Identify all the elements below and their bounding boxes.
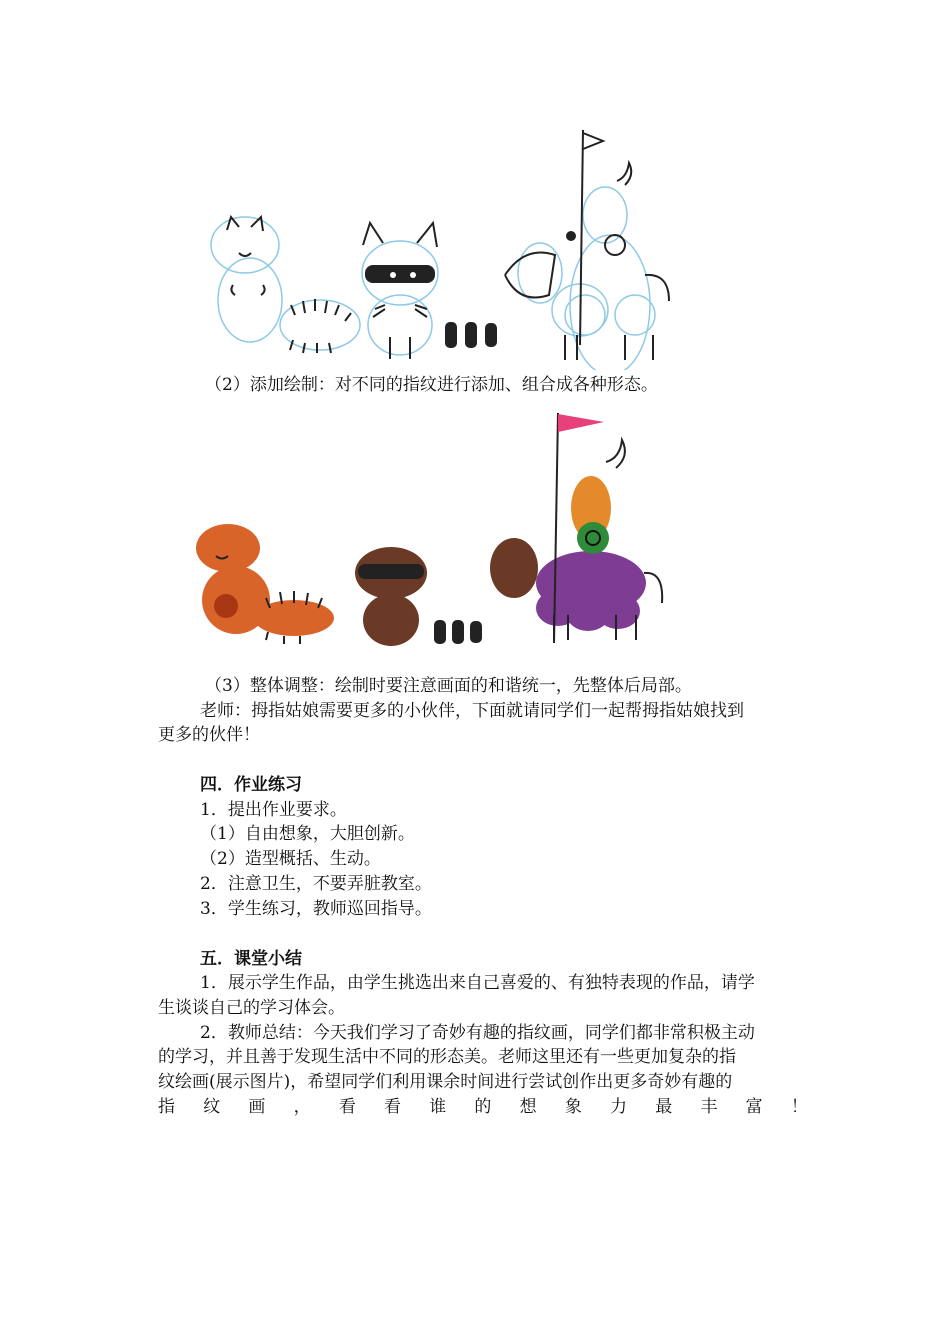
char: 看 [384,1097,402,1117]
char: 的 [474,1097,492,1117]
char: 象 [564,1097,582,1117]
char: 谁 [429,1097,447,1117]
char: 纹 [203,1097,221,1117]
section4-item: 3．学生练习，教师巡回指导。 [200,899,432,919]
section5-p2-line3: 纹绘画(展示图片)，希望同学们利用课余时间进行尝试创作出更多奇妙有趣的 [158,1072,733,1092]
char: 指 [158,1097,175,1117]
char: 丰 [700,1097,718,1117]
section5-p1-line1: 1．展示学生作品，由学生挑选出来自己喜爱的、有独特表现的作品，请学 [200,973,755,993]
char: 力 [610,1097,628,1117]
char: 画 [248,1097,266,1117]
section5-p2-line2: 的学习，并且善于发现生活中不同的形态美。老师这里还有一些更加复杂的指 [158,1047,736,1067]
section4-item: 2．注意卫生，不要弄脏教室。 [200,874,432,894]
teacher-line-1: 老师：拇指姑娘需要更多的小伙伴，下面就请同学们一起帮拇指姑娘找到 [200,701,744,721]
char: 最 [655,1097,673,1117]
section5-p1-line2: 生谈谈自己的学习体会。 [158,998,345,1018]
teacher-line-2: 更多的伙伴！ [158,725,260,745]
char: 富 [745,1097,763,1117]
char: ！ [790,1097,808,1117]
section5-p2-line1: 2．教师总结：今天我们学习了奇妙有趣的指纹画，同学们都非常积极主动 [200,1023,755,1043]
char: 想 [519,1097,537,1117]
fingerprint-illustration [186,408,686,668]
section4-item: 1．提出作业要求。 [200,800,347,820]
char: ， [293,1097,311,1117]
caption-step2: （2）添加绘制：对不同的指纹进行添加、组合成各种形态。 [205,375,658,395]
section4-item: （1）自由想象，大胆创新。 [200,824,415,844]
caption-step3: （3）整体调整：绘制时要注意画面的和谐统一，先整体后局部。 [205,676,692,696]
section4-item: （2）造型概括、生动。 [200,849,381,869]
section5-p2-last-line [158,1095,808,1119]
section4-heading: 四．作业练习 [200,775,302,795]
section5-heading: 五．课堂小结 [200,949,302,969]
char: 看 [338,1097,356,1117]
sketch-illustration [205,125,695,370]
